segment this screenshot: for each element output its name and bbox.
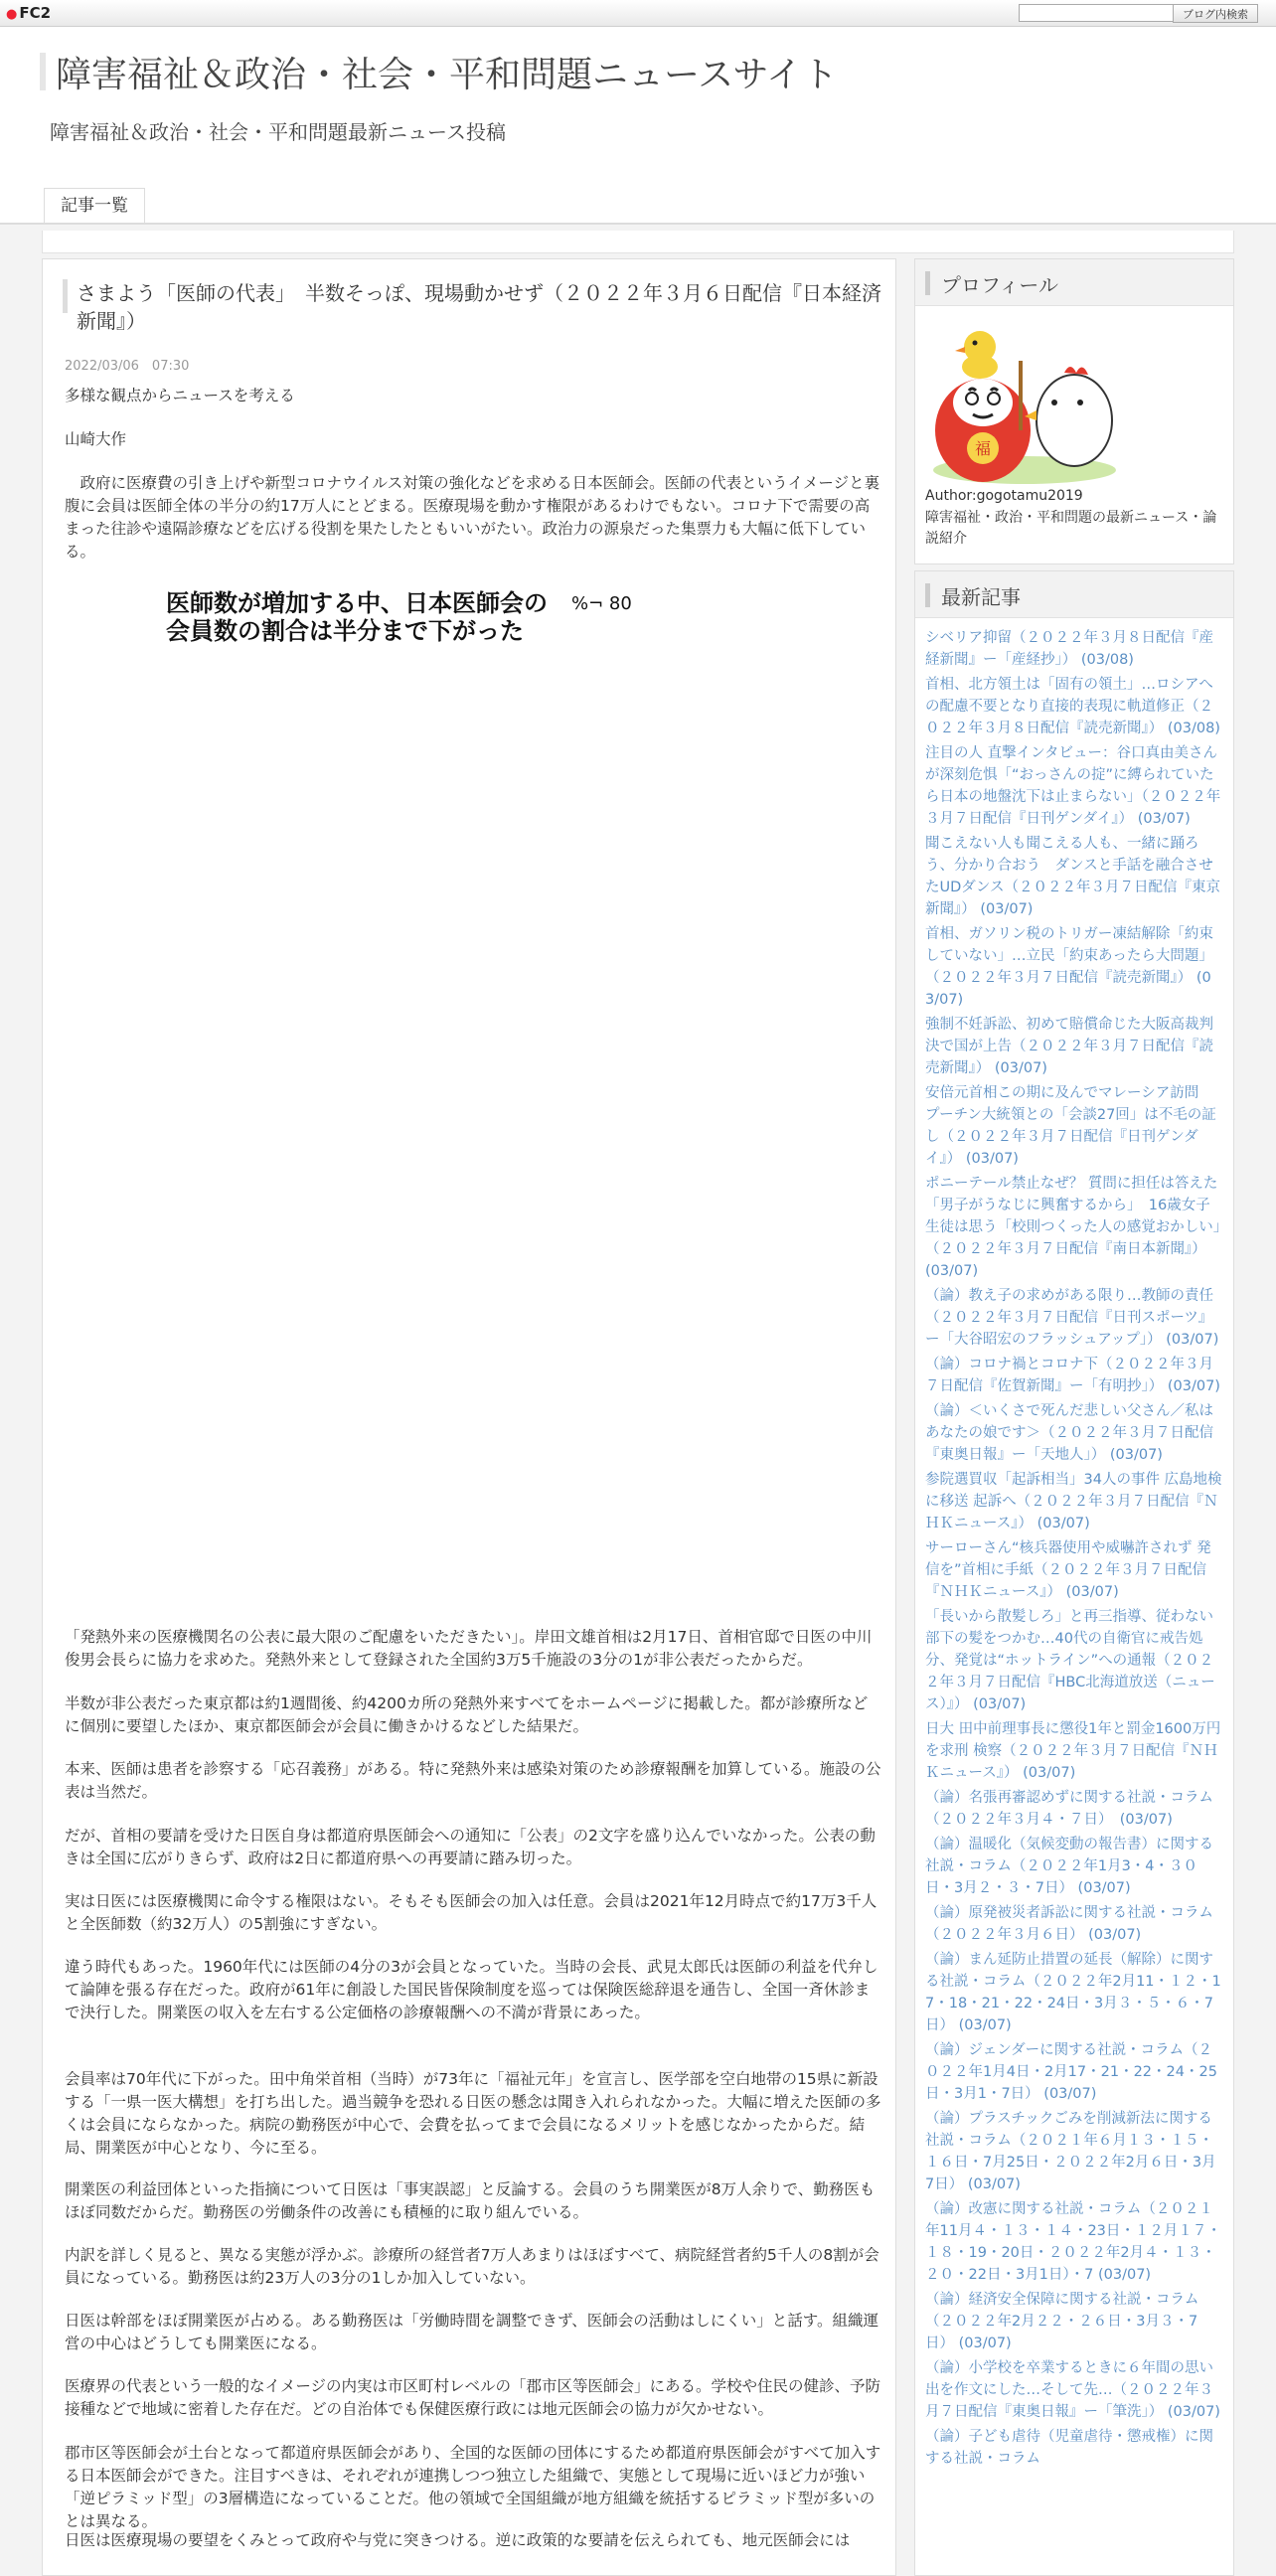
recent-post-link[interactable]: （論）小学校を卒業するときに６年間の思い出を作文にした…そして先…（２０２２年３月７日配信『東奥日報』ー「筆洗」） (03/07) [925, 2360, 1220, 2420]
sidebar-heading-accent-bar [925, 583, 930, 607]
article-paragraph: 「発熱外来の医療機関名の公表に最大限のご配慮をいただきたい」。岸田文雄首相は2月17日、首相官邸で日医の中川俊男会長らに協力を求めた。発熱外来として登録された全国約3万5千施設の3分の1が非公表だったからだ。 [65, 1628, 873, 1669]
article-paragraph: 内訳を詳しく見ると、異なる実態が浮かぶ。診療所の経営者7万人あまりはほぼすべて、病院経営者約5千人の8割が会員になっている。勤務医は約23万人の3分の1しか加入していない。 [65, 2246, 879, 2287]
recent-post-link[interactable]: （論）コロナ禍とコロナ下（２０２２年３月７日配信『佐賀新聞』ー「有明抄」） (03/07) [925, 1357, 1220, 1394]
fc2-top-bar [0, 0, 1276, 27]
sidebar-profile [914, 258, 1234, 564]
recent-post-link[interactable]: （論）子ども虐待（児童虐待・懲戒権）に関する社説・コラム [925, 2429, 1213, 2467]
article-lead: 政府に医療費の引き上げや新型コロナウイルス対策の強化などを求める日本医師会。医師の代表というイメージと裏腹に会員は医師全体の半分の約17万人にとどまる。医療現場を動かす権限があるわけでもない。コロナ下で需要の高まった往診や遠隔診療などを広げる役割を果たしたともいいがたい。政治力の源泉だった集票力も大幅に低下している。 [65, 474, 880, 561]
sidebar-recent-header [915, 571, 1233, 618]
article-author: 山崎大作 [65, 430, 127, 448]
sidebar-profile-heading: プロフィール [941, 273, 1058, 297]
article-paragraph: 開業医の利益団体といった指摘について日医は「事実誤認」と反論する。会員のうち開業医が8万人余りで、勤務医もほぼ同数だからだ。勤務医の労働条件の改善にも積極的に取り組んでいる。 [65, 2180, 876, 2221]
recent-post-link[interactable]: 首相、ガソリン税のトリガー凍結解除「約束していない」…立民「約束あったら大問題」（２０２２年３月７日配信『読売新聞』） (03/07) [925, 926, 1213, 1008]
article-paragraph: 日医は幹部をほぼ開業医が占める。ある勤務医は「労働時間を調整できず、医師会の活動はしにくい」と話す。組織運営の中心はどうしても開業医になる。 [65, 2312, 879, 2352]
profile-description: 障害福祉・政治・平和問題の最新ニュース・論説紹介 [925, 510, 1217, 547]
fc2-logo-text: FC2 [19, 4, 52, 22]
article-paragraph: 郡市区等医師会が土台となって都道府県医師会があり、全国的な医師の団体にするため都道府県医師会がすべて加入する日本医師会ができた。注目すべきは、それぞれが連携しつつ独立した組織で、実態として現場に近いほど力が強い「逆ピラミッド型」の3層構造になっていることだ。他の領域で全国組織が地方組織を統括するピラミッド型が多いのとは異なる。 [65, 2444, 881, 2530]
article-paragraph: 本来、医師は患者を診察する「応召義務」がある。特に発熱外来は感染対策のため診療報酬を加算している。施設の公表は当然だ。 [65, 1760, 881, 1801]
site-title[interactable]: 障害福祉＆政治・社会・平和問題ニュースサイト [56, 55, 838, 95]
article-chart-image [65, 579, 651, 645]
chart-headline: 医師数が増加する中、日本医師会の [166, 589, 548, 617]
recent-post-link[interactable]: （論）プラスチックごみを削減新法に関する社説・コラム（２０２１年６月１３・１５・１６日・7月25日・２０２２年2月６日・3月7日） (03/07) [925, 2111, 1216, 2192]
nav-tab-article-list[interactable]: 記事一覧 [44, 188, 145, 223]
blog-search-input[interactable] [1019, 4, 1174, 22]
article-title[interactable]: さまよう「医師の代表」 半数そっぽ、現場動かせず（２０２２年３月６日配信『日本経済新聞』） [77, 281, 881, 333]
article-paragraph: 会員率は70年代に下がった。田中角栄首相（当時）が73年に「福祉元年」を宣言し、医学部を空白地帯の15県に新設する「一県一医大構想」を打ち出した。過当競争を恐れる日医の懸念は聞き入れられなかった。大幅に増えた医師の多くは会員にならなかった。病院の勤務医が中心で、会費を払ってまで会員になるメリットを感じなかったからだ。結局、開業医が中心となり、今に至る。 [65, 2070, 881, 2157]
recent-post-link[interactable]: 参院選買収「起訴相当」34人の事件 広島地検に移送 起訴へ（２０２２年３月７日配信『ＮＨＫニュース』） (03/07) [925, 1472, 1222, 1531]
recent-post-link[interactable]: サーローさん“核兵器使用や威嚇許されず 発信を”首相に手紙（２０２２年３月７日配信『ＮＨＫニュース』） (03/07) [925, 1540, 1211, 1600]
article-date: 2022/03/06 07:30 [65, 359, 190, 374]
blog-search-button[interactable]: ブログ内検索 [1173, 4, 1258, 23]
profile-avatar-daruma-chicken-icon [925, 321, 1124, 490]
fc2-logo[interactable] [6, 4, 51, 22]
recent-post-link[interactable]: （論）経済安全保障に関する社説・コラム（２０２２年2月２２・２６日・3月３・7日） (03/07) [925, 2292, 1199, 2351]
article-paragraph: 医療界の代表という一般的なイメージの内実は市区町村レベルの「郡市区等医師会」にある。学校や住民の健診、予防接種などで地域に密着した存在だ。どの自治体でも保健医療行政には地元医師会の協力が欠かせない。 [65, 2377, 881, 2418]
article-paragraph: 実は日医には医療機関に命令する権限はない。そもそも医師会の加入は任意。会員は2021年12月時点で約17万3千人と全医師数（約32万人）の5割強にすぎない。 [65, 1892, 877, 1933]
site-description: 障害福祉＆政治・社会・平和問題最新ニュース投稿 [50, 120, 506, 144]
article-paragraph: 日医は医療現場の要望をくみとって政府や与党に突きつける。逆に政策的な要請を伝えられても、地元医師会には [65, 2531, 851, 2549]
recent-post-link[interactable]: 聞こえない人も聞こえる人も、一緒に踊ろう、分かり合おう ダンスと手話を融合させたUDダンス（２０２２年３月７日配信『東京新聞』） (03/07) [925, 836, 1220, 917]
recent-post-link[interactable]: 首相、北方領土は「固有の領土」…ロシアへの配慮不要となり直接的表現に軌道修正（２０２２年３月８日配信『読売新聞』） (03/08) [925, 677, 1220, 736]
recent-post-link[interactable]: 日大 田中前理事長に懲役1年と罰金1600万円を求刑 検察（２０２２年３月７日配信『ＮＨＫニュース』） (03/07) [925, 1721, 1221, 1781]
recent-post-link[interactable]: （論）名張再審認めずに関する社説・コラム（２０２２年３月４・７日） (03/07) [925, 1790, 1213, 1828]
chart-headline-2: 会員数の割合は半分まで下がった [166, 617, 524, 645]
recent-post-link[interactable]: （論）教え子の求めがある限り…教師の責任（２０２２年３月７日配信『日刊スポーツ』ー「大谷昭宏のフラッシュアップ」） (03/07) [925, 1288, 1219, 1348]
recent-posts-list [925, 627, 1223, 2473]
recent-post-link[interactable]: （論）温暖化（気候変動の報告書）に関する社説・コラム（２０２２年1月3・4・３０日・3月２・３・7日） (03/07) [925, 1837, 1213, 1896]
article-title-accent-bar [63, 279, 68, 313]
title-accent-bar [40, 53, 46, 90]
recent-post-link[interactable]: （論）原発被災者訴訟に関する社説・コラム（２０２２年３月６日） (03/07) [925, 1905, 1213, 1943]
recent-post-link[interactable]: 「長いから散髪しろ」と再三指導、従わない部下の髪をつかむ…40代の自衛官に戒告処分、発覚は“ホットライン”への通報（２０２２年３月７日配信『HBC北海道放送（ニュース）』） (03/07) [925, 1609, 1215, 1712]
sidebar-profile-header [915, 259, 1233, 306]
recent-post-link[interactable]: （論）改憲に関する社説・コラム（２０２１年11月４・１３・１４・23日・１２月１７・１８・19・20日・２０２２年2月４・１３・２０・22日・3月1日）・7 (03/07) [925, 2201, 1221, 2283]
article-intro: 多様な観点からニュースを考える [65, 387, 295, 404]
header-divider [0, 223, 1276, 225]
article-paragraph: だが、首相の要請を受けた日医自身は都道府県医師会への通知に「公表」の2文字を盛り込んでいなかった。公表の動きは全国に広がりきらず、政府は2日に都道府県への再要請に踏み切った。 [65, 1827, 876, 1867]
recent-post-link[interactable]: （論）ジェンダーに関する社説・コラム（２０２２年1月4日・2月17・21・22・24・25日・3月1・7日） (03/07) [925, 2042, 1217, 2102]
article-paragraph: 半数が非公表だった東京都は約1週間後、約4200カ所の発熱外来すべてをホームページに掲載した。都が診療所などに個別に要望したほか、東京都医師会が会員に働きかけるなどした結果だ。 [65, 1694, 869, 1735]
svg-text:福: 福 [974, 439, 992, 458]
recent-post-link[interactable]: 注目の人 直撃インタビュー：谷口真由美さんが深刻危惧「“おっさんの掟”に縛られていたら日本の地盤沈下は止まらない」（２０２２年３月７日配信『日刊ゲンダイ』） (03/07) [925, 745, 1221, 827]
content-top-strip [42, 231, 1234, 253]
article-paragraph: 違う時代もあった。1960年代には医師の4分の3が会員となっていた。当時の会長、武見太郎氏は医師の利益を代弁して論陣を張る存在だった。政府が61年に創設した国民皆保険制度を巡っては保険医総辞退を通告し、全国一斉休診まで決行した。開業医の収入を左右する公定価格の診療報酬への不満が背景にあった。 [65, 1958, 878, 2021]
main-article [42, 258, 896, 2576]
profile-author: Author:gogotamu2019 [925, 488, 1083, 504]
sidebar-recent-heading: 最新記事 [941, 585, 1021, 609]
recent-post-link[interactable]: 強制不妊訴訟、初めて賠償命じた大阪高裁判決で国が上告（２０２２年３月７日配信『読売新聞』） (03/07) [925, 1017, 1213, 1076]
sidebar-heading-accent-bar [925, 271, 930, 295]
fc2-logo-icon: ● [6, 7, 18, 22]
recent-post-link[interactable]: （論）まん延防止措置の延長（解除）に関する社説・コラム（２０２２年2月11・１２・17・18・21・22・24日・3月３・５・６・7日） (03/07) [925, 1952, 1221, 2033]
recent-post-link[interactable]: ポニーテール禁止なぜ？ 質問に担任は答えた「男子がうなじに興奮するから」 16歳女子生徒は思う「校則つくった人の感覚おかしい」（２０２２年３月７日配信『南日本新聞』） (03/07) [925, 1176, 1220, 1279]
recent-post-link[interactable]: シベリア抑留（２０２２年３月８日配信『産経新聞』ー「産経抄」） (03/08) [925, 630, 1213, 668]
chart-unit: %¬ 80 [571, 593, 632, 614]
recent-post-link[interactable]: （論）＜いくさで死んだ悲しい父さん／私はあなたの娘です＞（２０２２年３月７日配信『東奥日報』ー「天地人」） (03/07) [925, 1403, 1213, 1463]
sidebar-recent-posts [914, 570, 1234, 2576]
recent-post-link[interactable]: 安倍元首相この期に及んでマレーシア訪問 プーチン大統領との「会談27回」は不毛の証し（２０２２年３月７日配信『日刊ゲンダイ』） (03/07) [925, 1085, 1216, 1167]
site-header [0, 27, 1276, 224]
